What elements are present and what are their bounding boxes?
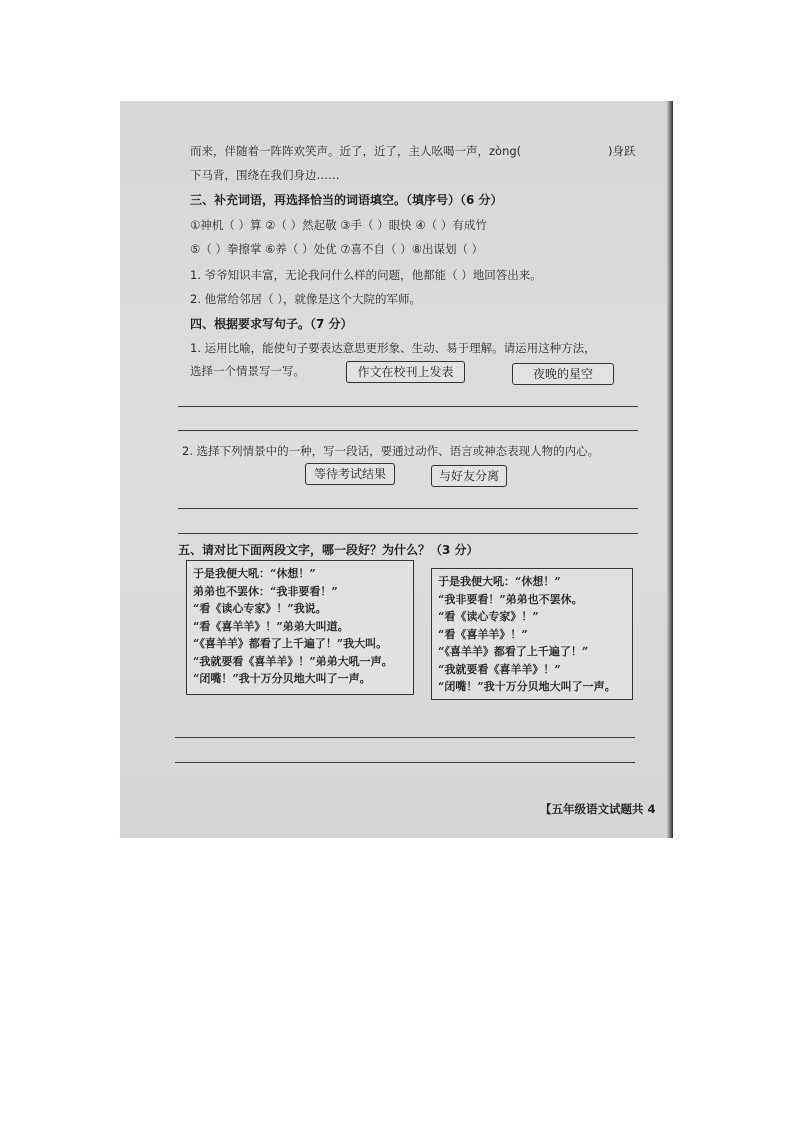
section4-q2-option-1: 等待考试结果 [305, 463, 395, 485]
page-footer: 【五年级语文试题共 4 [540, 802, 656, 816]
photo-shadow-edge [667, 101, 673, 838]
answer-line [175, 762, 635, 763]
section4-q1-line-2: 选择一个情景写一写。 [190, 364, 305, 378]
passage-left-line: “《喜羊羊》都看了上千遍了！”我大叫。 [193, 637, 388, 650]
passage-right-line: “闭嘴！”我十万分贝地大叫了一声。 [438, 680, 616, 693]
answer-line [178, 406, 638, 407]
section4-q2-line-1: 2. 选择下列情景中的一种，写一段话，要通过动作、语言或神态表现人物的内心。 [182, 444, 600, 458]
section5-heading: 五、请对比下面两段文字，哪一段好？为什么？（3 分） [178, 543, 479, 557]
section4-q1-line-1: 1. 运用比喻，能使句子要表达意思更形象、生动、易于理解。请运用这种方法， [190, 341, 596, 355]
section4-q1-option-1: 作文在校刊上发表 [346, 361, 465, 383]
comparison-passage-left [186, 560, 414, 695]
passage-right-line: “《喜羊羊》都看了上千遍了！” [438, 645, 589, 658]
passage-line-2: 下马背，围绕在我们身边…… [190, 168, 340, 182]
section3-heading: 三、补充词语，再选择恰当的词语填空。（填序号）（6 分） [190, 193, 503, 207]
passage-left-line: “我就要看《喜羊羊》！”弟弟大吼一声。 [193, 654, 393, 668]
passage-right-line: “我就要看《喜羊羊》！” [438, 662, 561, 676]
answer-line [178, 533, 638, 534]
passage-right-line: “看《读心专家》！” [438, 610, 539, 623]
section3-question-2: 2. 他常给邻居（ ），就像是这个大院的军师。 [190, 292, 422, 306]
section4-q1-option-2: 夜晚的星空 [512, 363, 614, 385]
passage-line-1-end: )身跃 [608, 144, 636, 158]
section3-word-row-2: ⑤（ ）拳擦掌 ⑥养（ ）处优 ⑦喜不自（ ）⑧出谋划（ ） [190, 242, 484, 256]
passage-right-line: 于是我便大吼：“休想！” [438, 575, 561, 588]
answer-line [178, 430, 638, 431]
passage-left-line: “看《读心专家》！”我说。 [193, 602, 327, 615]
passage-left-line: “闭嘴！”我十万分贝地大叫了一声。 [193, 672, 371, 685]
comparison-passage-right [431, 568, 633, 700]
answer-line [178, 508, 638, 509]
section4-heading: 四、根据要求写句子。（7 分） [190, 317, 353, 331]
passage-right-line: “看《喜羊羊》！” [438, 627, 528, 641]
passage-right-line: “我非要看！”弟弟也不罢休。 [438, 592, 583, 606]
passage-left-line: 弟弟也不罢休：“我非要看！” [193, 584, 338, 598]
section3-word-row-1: ①神机（ ）算 ②（ ）然起敬 ③手（ ）眼快 ④（ ）有成竹 [190, 218, 487, 232]
answer-line [175, 737, 635, 738]
passage-left-line: 于是我便大吼：“休想！” [193, 567, 316, 580]
passage-line-1: 而来，伴随着一阵阵欢笑声。近了，近了，主人吆喝一声，zòng( [190, 144, 522, 158]
passage-left-line: “看《喜羊羊》！”弟弟大叫道。 [193, 619, 349, 633]
exam-page-photo [120, 101, 673, 838]
section4-q2-option-2: 与好友分离 [431, 465, 507, 487]
section3-question-1: 1. 爷爷知识丰富，无论我问什么样的问题，他都能（ ）地回答出来。 [190, 268, 542, 282]
